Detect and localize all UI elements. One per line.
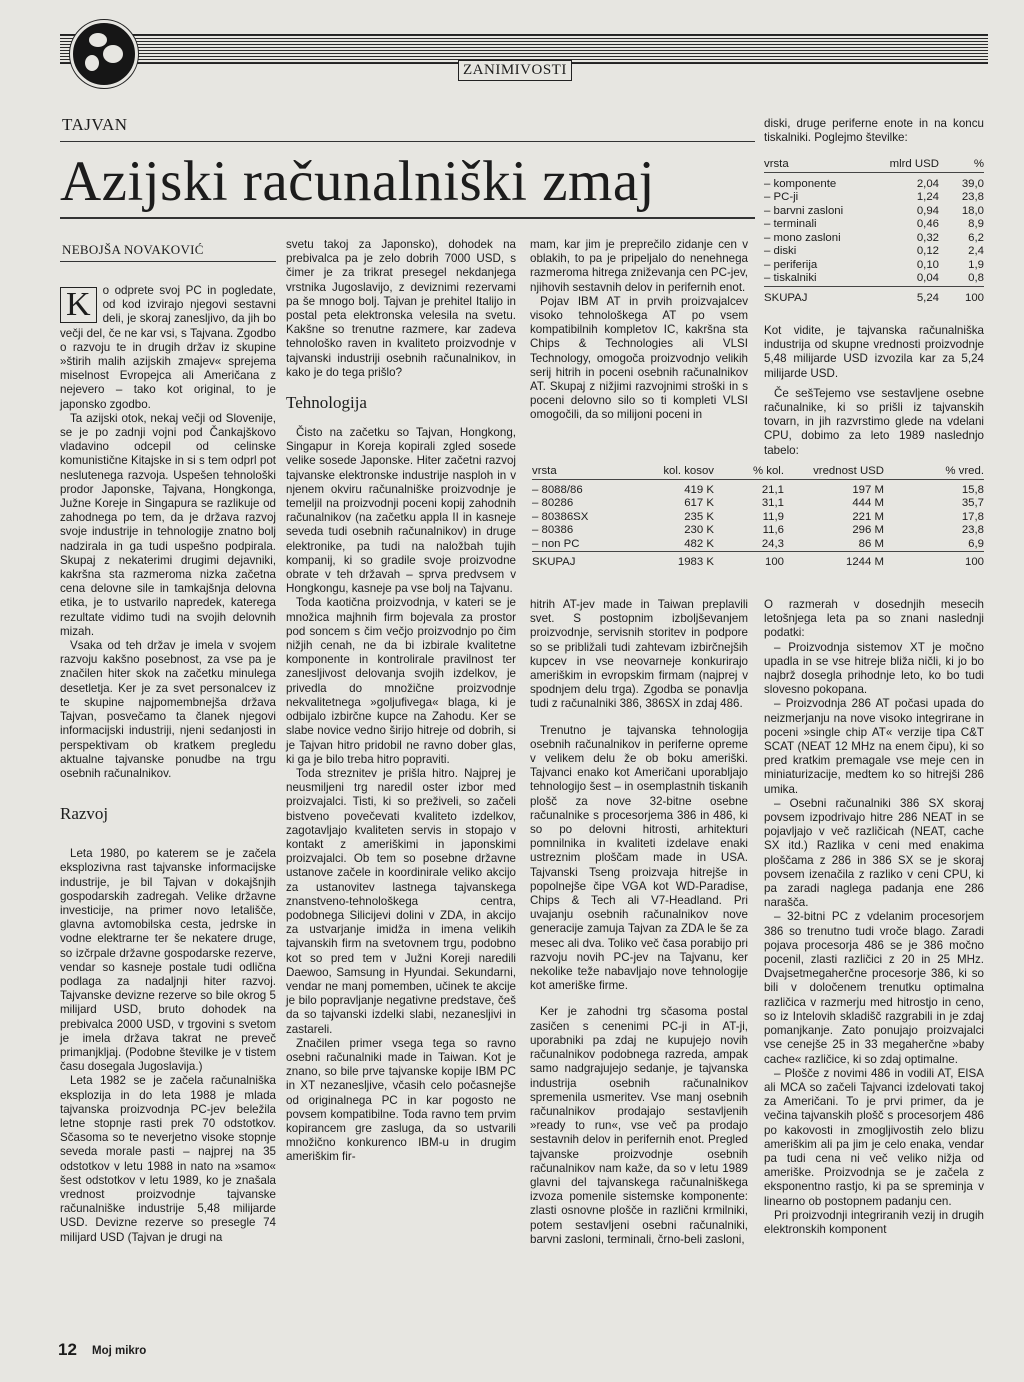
page-title: Azijski računalniški zmaj (60, 150, 655, 213)
table-row (532, 524, 984, 538)
table-cell: 11,6 (762, 524, 784, 536)
table-cell: 39,0 (961, 177, 984, 190)
table-header-cell: % (973, 158, 984, 170)
table-cell: 296 M (852, 524, 884, 536)
paragraph: Ta azijski otok, nekaj večji od Slovenije, se je po zadnji vojni pod Čankajškovo vladavino odcepil od celinske komunistične Kitajske in si s tem odprl pot neslutenega razvoja. Uspešen tehnološki prodor Japonske, Tajvana, Hongkonga, Južne Koreje in Singapura se razlikuje od zahodnega po tem, da je država razvoj svoje industrije in tehnologije znatno bolj nadzirala in ga tudi uspešno podpirala. Skupaj z nekaterimi drugimi dejavniki, kakršna sta razmeroma nizka začetna cena delovne sile in tamkajšnja delovna etika, je to ustvarilo napredek, katerega rezultate vidimo tudi na svojih delovnih mizah. (60, 411, 276, 638)
paragraph: hitrih AT-jev made in Taiwan preplavili svet. S postopnim izboljševanjem proizvodnje, servisnih storitev in podpore so se približali tudi zahtevam izbirčnejših kupcev in vse neovarneje konkurirajo ameriškim in evropskim firmam (najprej v spodnjem delu trga). Zgodba se ponavlja tudi z računalniki 386, 386SX in zdaj 486. (530, 598, 748, 711)
table-cell: 482 K (684, 537, 714, 550)
table-cell: – tiskalniki (764, 272, 817, 284)
paragraph: diski, druge periferne enote in na koncu tiskalniki. Poglejmo številke: (764, 117, 984, 145)
paragraph: Leta 1980, po katerem se je začela eksplozivna rast tajvanske informacijske industrije, je bil Tajvan v dokajšnjih gospodarskih zadregah. Velike državne investicije, na primer novo letališče, glavna avtomobilska cesta, jedrske in vodne elektrarne ter še nekatere druge, so izčrpale državne gospodarske rezerve, vendar so kasneje postale tudi odlična podlaga za nadaljnji hiter razvoj. Tajvanske devizne rezerve so bile okrog 5 milijard USD, bruto dohodek na prebivalca 2000 USD, v trgovini s svetom je imela država takrat ne preveč primanjkljaj. (Podobne številke je v tistem času dosegala Jugoslavija.) (60, 847, 276, 1074)
table-row (764, 232, 984, 246)
table-cell: 2,4 (968, 245, 984, 257)
table-cell: 617 K (684, 497, 714, 509)
table-row (532, 497, 984, 511)
table-cell: – periferija (764, 258, 818, 271)
table-cell: 1244 M (846, 556, 884, 568)
table-cell: 6,9 (968, 537, 984, 550)
table-row (764, 191, 984, 205)
drop-cap: K (60, 287, 97, 323)
paragraph: mam, kar jim je preprečilo zidanje cen v oblakih, to pa je pripeljalo do nenehnega razmeroma hitrega zniževanja cen PC-jev, njihovih sestavnih delov in perifernih enot. (530, 238, 748, 294)
column-4-middle (764, 324, 984, 458)
paragraph: Ker je zahodni trg sčasoma postal zasičen s cenenimi PC-ji in AT-ji, uporabniki pa zdaj ne kupujejo novih računalnikov podobnega razreda, ampak samo nadgrajujejo sedanje, je tajvanska industrija osebnih računalnikov spremenila usmeritev. Vse manj osebnih računalnikov prodajajo sestavljenih »ready to run«, vse več pa prodajo sestavnih delov in perifernih enot. Pregled tajvanske proizvodnje osebnih računalnikov nam kaže, da so v letu 1989 glavni del tajvanskega računalniškega izvoza pomenile sistemske komponente: zlasti osnovne plošče in različni krmilniki, potem sestavljeni osebni računalniki, barvni zasloni, terminali, črno-beli zasloni, (530, 1005, 748, 1246)
column-3-top (530, 238, 748, 423)
column-4-bottom (764, 598, 984, 1237)
paragraph: Toda streznitev je prišla hitro. Najprej je neusmiljeni trg naredil oster izbor med proizvajalci. Tisti, ki so preživeli, so začeli bistveno povečevati kvaliteto izdelkov, zagotavljajo kvaliteten servis in stopajo v kontakt z ameriškimi in japonskimi proizvajalci. Ob tem so posebne državne ustanove začele in koordinirale veliko akcijo za ustanovitev lastnega tajvanskega znanstveno-tehnološkega centra, podobnega Silicijevi dolini v ZDA, in akcijo za ustvarjanje imidža in imena velikih tajvanskih firm na svetovnem trgu, podobno kot so pred tem v Južni Koreji naredili Daewoo, Samsung in Hyundai. Sekundarni, vendar ne manj pomemben, učinek te akcije je bilo popravljanje negativne predstave, češ da so tajvanski izdelki slabi, nezanesljivi in zastareli. (286, 766, 516, 1036)
paragraph: Toda kaotična proizvodnja, v kateri se je množica majhnih firm bojevala za prostor pod soncem s čim večjo proizvodnjo po čim nižjih cenah, ne da bi izbirale kvalitetne komponente in kontrolirale pravilnost ter zanesljivost delovanja svojih izdelkov, je privedla do množične proizvodnje nekvalitetnega »goljufivega« blaga, ki je odbijalo izbirčne kupce na Zahodu. Ker se slabe novice vedno širijo hitreje od dobrih, si je Tajvan hitro pridobil ne ravno dober glas, ki ga je bilo treba hitro popraviti. (286, 596, 516, 766)
table-cell: 0,46 (916, 218, 939, 230)
table-cell: SKUPAJ (764, 291, 808, 304)
table-cell: 31,1 (761, 497, 784, 509)
column-4-top (764, 117, 984, 145)
table-cell: 0,8 (968, 272, 984, 284)
table-cell: 235 K (684, 510, 714, 523)
table-cell: – komponente (764, 177, 837, 190)
table-cell: 1,9 (968, 258, 984, 271)
table-cell: – 80386SX (532, 510, 589, 523)
paragraph: svetu takoj za Japonsko), dohodek na prebivalca pa je zelo dobrih 7000 USD, s čimer je za trikrat presegel nekdanjega vrstnika Jugoslavijo, z deviznimi rezervami pa še mnogo bolj. Tajvan je prehitel Italijo in postal peta elektronska velesila na svetu. Kakšne so trenutne razmere, kar zadeva tehnološko raven in kvaliteto proizvodnje v tajvanski industriji osebnih računalnikov, in kako je do tega prišlo? (286, 238, 516, 379)
table-cell: – mono zasloni (764, 231, 841, 244)
divider-title (60, 217, 755, 219)
table-cell: – diski (764, 245, 797, 257)
table-header-cell: vrsta (764, 158, 789, 170)
table-total-row (532, 556, 984, 570)
table-cell: 0,32 (916, 231, 939, 244)
table-row (532, 511, 984, 525)
cpu-table (532, 465, 984, 570)
table-cell: 23,8 (961, 191, 984, 203)
page-number: 12 (58, 1340, 77, 1359)
table-cell: 230 K (684, 524, 714, 536)
table-header-cell: kol. kosov (663, 465, 714, 477)
table-cell: 0,04 (916, 272, 939, 284)
paragraph: – Plošče z novimi 486 in vodili AT, EISA ali MCA so začeli Tajvanci izdelovati takoj za Američani. To je prvi primer, da je večina tajvanskih plošč s procesorjem 486 po kakovosti in zmogljivostih zelo blizu ameriškim ali pa jim je celo enaka, vendar pa tudi cena ni več veliko nižja od ameriške. Proizvodnja se je začela z eksponentno rastjo, ki pa se spreminja v linearno ob postopnem padanju cen. (764, 1066, 984, 1208)
table-cell: 24,3 (761, 537, 784, 550)
paragraph: Značilen primer vsega tega so ravno osebni računalniki made in Taiwan. Kot je znano, so bile prve tajvanske kopije IBM PC in XT nezanesljive, včasih celo počasnejše od originalnega PC in kar pogosto ne povsem kompatibilne. Toda ravno tem prvim kopirancem gre zasluga, da so ustvarili množično konkurenco IBM-u in drugim ameriškim fir- (286, 1036, 516, 1164)
table-cell: 100 (764, 556, 784, 568)
table-cell: – barvni zasloni (764, 204, 844, 217)
table-row (532, 538, 984, 552)
table-cell: 1,24 (916, 191, 939, 203)
table-cell: 21,1 (761, 483, 784, 496)
table-row (532, 484, 984, 498)
table-cell: 221 M (852, 510, 884, 523)
table-cell: – 8088/86 (532, 483, 583, 496)
table-cell: 86 M (858, 537, 884, 550)
globe-logo-icon (70, 20, 138, 88)
paragraph: – 32-bitni PC z vdelanim procesorjem 386 so trenutno tudi vroče blago. Zaradi pojava procesorja 486 se je 386 močno pocenil, zlasti različici z 20 in 25 MHz. Dvajsetmegaherčne procesorje 386, ki so bili v določenem trenutku optimalna različica v razmerju med hitrostjo in ceno, so iz Intelovih skladišč razgrabili in je zdaj pomanjkanje. Zato ponujajo proizvajalci vse cenejše 25 in 33 megaherčne »baby cache« različice, ki so zdaj optimalne. (764, 910, 984, 1066)
table-cell: 23,8 (961, 524, 984, 536)
table-total-row (764, 292, 984, 306)
paragraph: Čisto na začetku so Tajvan, Hongkong, Singapur in Koreja kopirali zgled sosede velike sosede Japonske. Hiter začetni razvoj tajvanske elektronske industrije nasploh in v njenem okviru računalniške proizvodnje je temeljil na proizvodnji poceni kopij zahodnih računalnikov (na začetku appla II in kasneje seveda tudi osebnih računalnikov) in druge elektronike, pa tudi na naložbah tujih kompanij, ki so gradile svoje proizvodne obrate v teh državah – sprva predvsem v Hongkongu, kasneje pa vse bolj na Tajvanu. (286, 426, 516, 596)
table-header-row (764, 158, 984, 172)
paragraph: – Osebni računalniki 386 SX skoraj povsem izpodrivajo hitre 286 NEAT in se pojavljajo v več različicah (NEAT, cache SX itd.) Razlika v ceni med enakima ploščama z 286 in 386 SX se je skoraj povsem izenačila z razliko v ceni CPU, ki pa zaradi naglega padanja ene 286 narašča. (764, 796, 984, 910)
table-cell: 197 M (852, 483, 884, 496)
paragraph: Leta 1982 se je začela računalniška eksplozija in do leta 1988 je mlada tajvanska proizvodnja PC-jev beležila letne stopnje rasti prek 70 odstotkov. Sčasoma so te neverjetno visoke stopnje seveda morale pasti – najprej na 35 odstotkov v letu 1988 in nato na »samo« šest odstotkov v letu 1989, ko je znašala vrednost proizvodnje tajvanske računalniške industrije 5,48 milijarde USD. Devizne rezerve so presegle 74 milijard USD (Tajvan je drugi na (60, 1074, 276, 1244)
table-cell: 1983 K (677, 556, 714, 568)
table-row (764, 245, 984, 259)
intro-text: o odprete svoj PC in pogledate, od kod izvirajo njegovi sestavni deli, je skoraj zanesljivo, da jih bo večji del, če ne kar vsi, s Tajvana. Zgodbo o razvoju te in drugih držav iz skupine »štirih malih azijskih zmajev« sprejema miselnost Evropejca ali Američana z nejevero – tako kot original, to je japonsko zgodbo. (60, 284, 276, 411)
paragraph: O razmerah v dosednjih mesecih letošnjega leta pa so znani naslednji podatki: (764, 598, 984, 640)
table-cell: 0,94 (916, 204, 939, 217)
paragraph: Kot vidite, je tajvanska računalniška industrija od skupne vrednosti proizvodnje 5,48 milijarde USD izvozila kar za 5,24 milijarde USD. (764, 324, 984, 380)
table-cell: 0,10 (916, 258, 939, 271)
table-header-cell: % vred. (945, 465, 984, 477)
table-cell: – terminali (764, 218, 817, 230)
table-header-row (532, 465, 984, 479)
table-cell: 17,8 (961, 510, 984, 523)
subheading-razvoj: Razvoj (60, 804, 109, 824)
paragraph: Vsaka od teh držav je imela v svojem razvoju kakšno posebnost, za vse pa je značilen hiter skok na začetku minulega desetletja. Ker je za svet personalcev iz te skupine najpomembnejša država Tajvan, posvečamo ta članek njegovi informacijski industriji, njeni sedanjosti in perspektivam ob kratkem pregledu aktualne tajvanske ponudbe na trgu osebnih računalnikov. (60, 639, 276, 780)
paragraph: – Proizvodnja sistemov XT je močno upadla in se vse hitreje bliža ničli, ki jo bo najbrž dosegla prihodnje leto, ko bo tudi slovesno pokopana. (764, 640, 984, 697)
column-1 (60, 284, 276, 1245)
magazine-name: Moj mikro (92, 1345, 147, 1357)
table-cell: 100 (964, 556, 984, 568)
paragraph: Pojav IBM AT in prvih proizvajalcev visoko tehnološkega AT po vsem kompatibilnih kompletov IC, kakršna sta Chips & Technologies ali VLSI Technology, omogoča proizvodnjo velikih serij hitrih in poceni osebnih računalnikov AT. Skupaj z nižjimi razvojnimi stroški in s poceni delovno silo so ti kompleti VLSI omogočili, da so milijoni poceni in (530, 294, 748, 422)
table-row (764, 205, 984, 219)
table-row (764, 218, 984, 232)
subheading-tehnologija: Tehnologija (286, 393, 367, 413)
table-cell: 15,8 (961, 483, 984, 496)
table-cell: – 80286 (532, 497, 574, 509)
paragraph: Če sešTejemo vse sestavljene osebne računalnike, ki so prišli iz tajvanskih tovarn, in jih razvrstimo glede na vdelani CPU, dobimo za leto 1989 naslednjo tabelo: (764, 386, 984, 457)
column-2 (286, 238, 516, 1165)
table-header-cell: mlrd USD (889, 158, 939, 170)
table-cell: 35,7 (961, 497, 984, 509)
table-cell: 11,9 (762, 510, 784, 523)
table-cell: – non PC (532, 537, 580, 550)
paragraph: Pri proizvodnji integriranih vezij in drugih elektronskih komponent (764, 1208, 984, 1236)
section-tag: ZANIMIVOSTI (458, 60, 572, 81)
table-cell: 8,9 (968, 218, 984, 230)
table-cell: 444 M (852, 497, 884, 509)
paragraph: – Proizvodnja 286 AT počasi upada do neizmerjanju na nove visoko integrirane in poceni »single chip AT« verzije tipa C&T SCAT (NEAT 12 MHz na enem čipu), ki so pred kratkim premagale vse meje cen in miniaturizacije, medtem ko so hitrejši 286 umika. (764, 697, 984, 796)
divider-top (60, 141, 755, 142)
table-cell: 100 (964, 291, 984, 304)
table-cell: 6,2 (968, 231, 984, 244)
table-cell: 419 K (684, 483, 714, 496)
table-cell: 5,24 (916, 291, 939, 304)
table-row (764, 259, 984, 273)
column-3-bottom (530, 598, 748, 1247)
table-cell: SKUPAJ (532, 556, 576, 568)
table-cell: 18,0 (961, 204, 984, 217)
table-header-cell: vrsta (532, 465, 557, 477)
paragraph: Trenutno je tajvanska tehnologija osebnih računalnikov in periferne opreme v velikem delu že ob boku ameriški. Tajvanci enako kot Američani uporabljajo tehnologijo šest – in osemplastnih tiskanih plošč za nove 32-bitne osebne računalnike s procesorjema 386 in 486, ki so po delovni hitrosti, arhitekturi pomnilnika in kvaliteti izdelave enaki ustreznim ploščam made in USA. Tajvanski Tseng proizvaja hitrejše in popolnejše čipe VGA kot WD-Paradise, Chips & Tech ali V7-Headland. Pri uvajanju osebnih računalnikov nove generacije zamuja Tajvan za ZDA le še za mesec ali dva. Toliko več časa porabijo pri razvoju novih PC-jev na Tajvanu, ker nekolike teže nabavljajo nove tehnologije kot ameriške firme. (530, 723, 748, 993)
table-row (764, 272, 984, 286)
table-cell: 0,12 (916, 245, 939, 257)
country-label: TAJVAN (62, 115, 128, 134)
table-row (764, 178, 984, 192)
table-header-cell: % kol. (752, 465, 784, 477)
table-cell: – 80386 (532, 524, 574, 536)
divider-author (60, 261, 276, 262)
table-header-cell: vrednost USD (813, 465, 884, 477)
table-cell: 2,04 (916, 177, 939, 190)
export-table (764, 158, 984, 305)
intro-paragraph (60, 284, 276, 412)
table-cell: – PC-ji (764, 191, 799, 203)
author-byline: NEBOJŠA NOVAKOVIĆ (62, 242, 204, 257)
